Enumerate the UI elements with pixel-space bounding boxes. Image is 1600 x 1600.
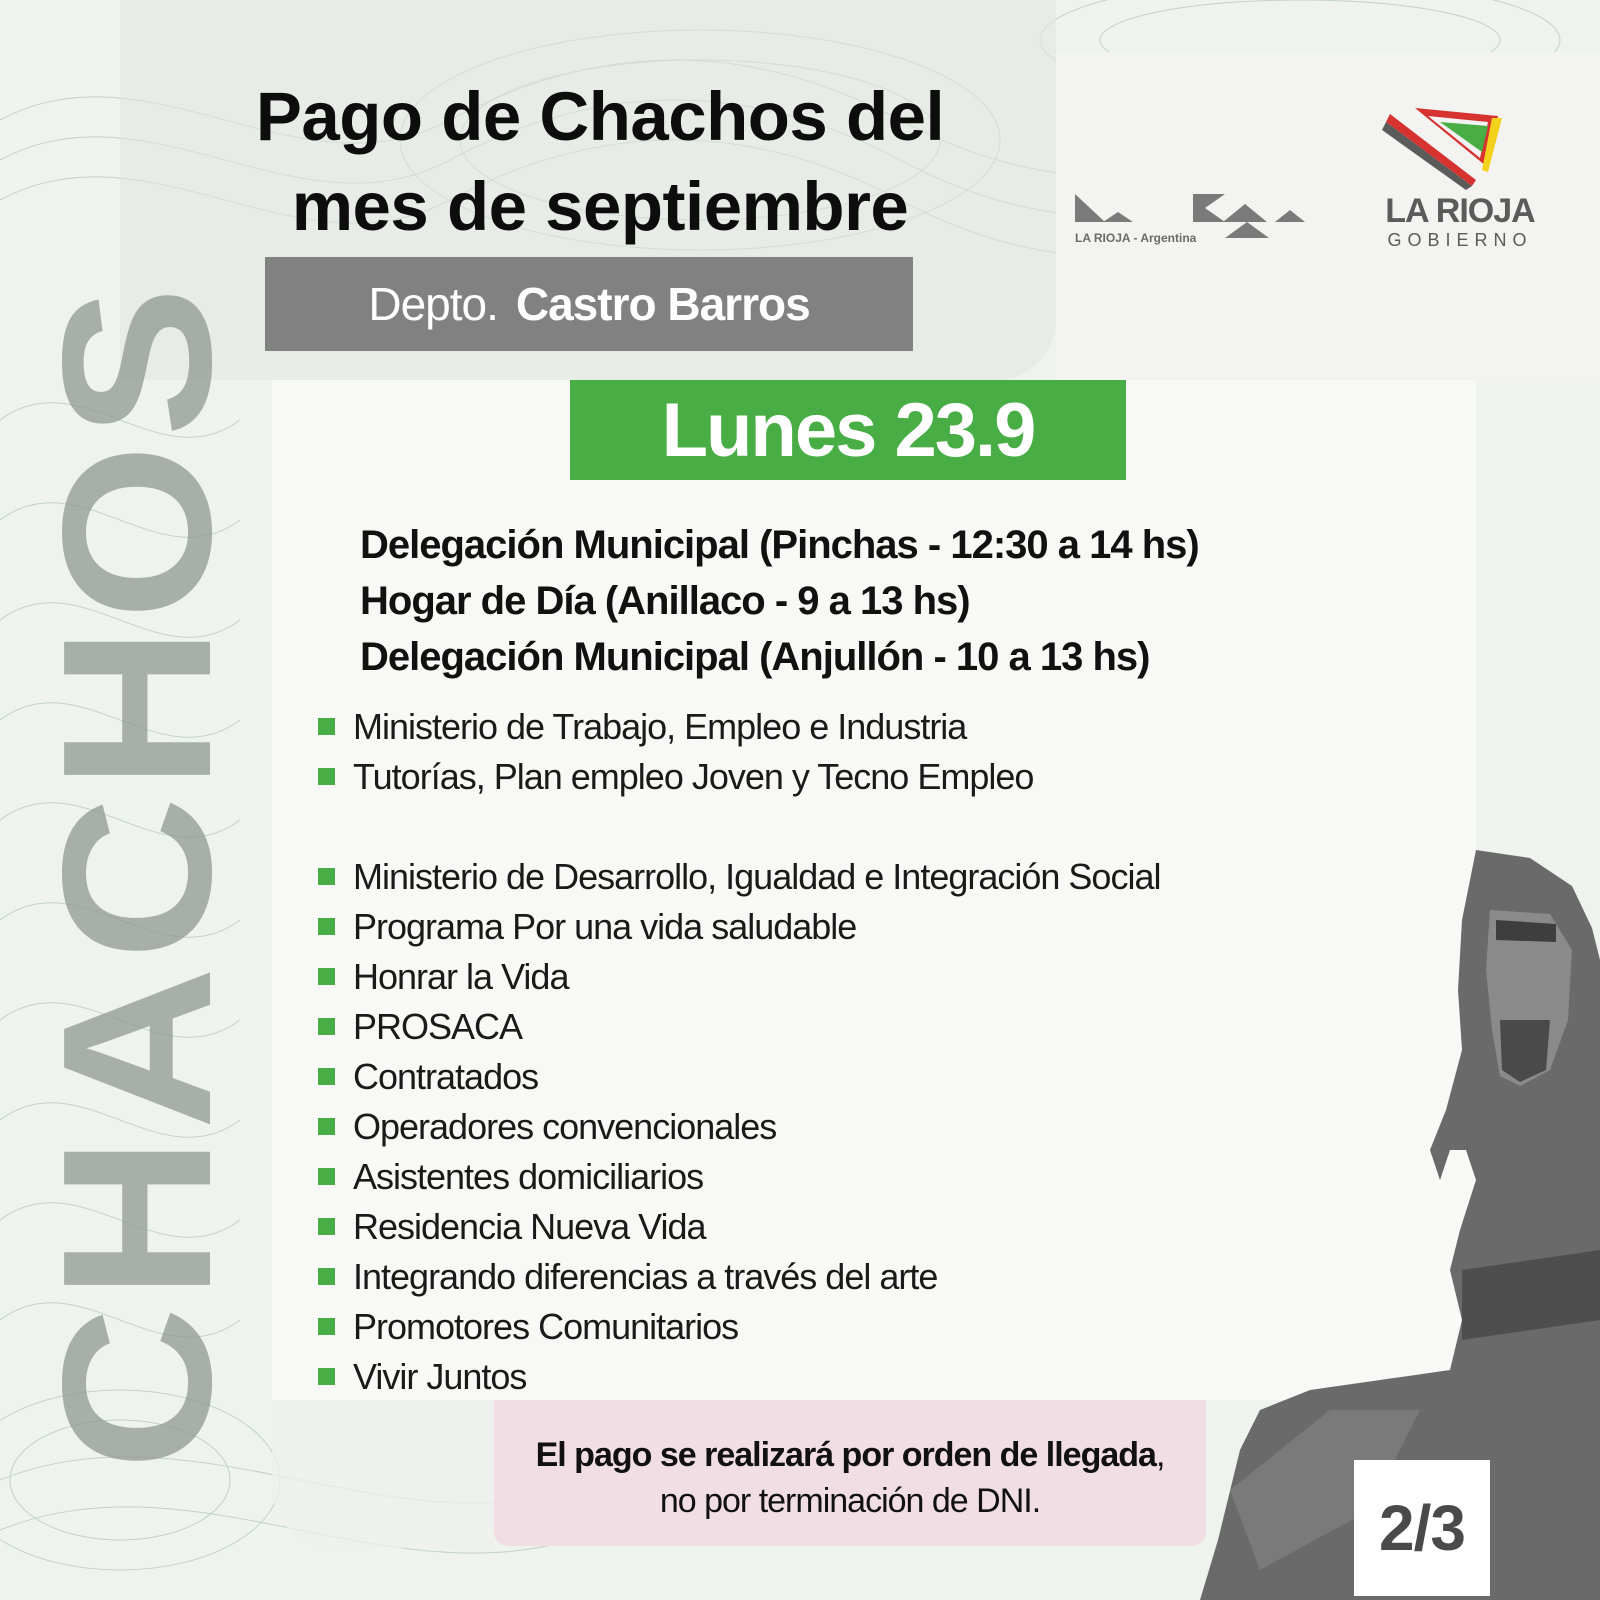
square-bullet-icon bbox=[318, 1318, 335, 1335]
list-item bbox=[318, 952, 1160, 1002]
payment-note bbox=[494, 1400, 1206, 1546]
square-bullet-icon bbox=[318, 918, 335, 935]
square-bullet-icon bbox=[318, 868, 335, 885]
program-label: Ministerio de Trabajo, Empleo e Industria bbox=[353, 706, 967, 747]
list-item bbox=[318, 1002, 1160, 1052]
list-item bbox=[318, 1302, 1160, 1352]
vertical-chachos-text: CHACHOS bbox=[18, 356, 255, 1470]
la-rioja-argentina-logo bbox=[1075, 190, 1305, 252]
list-item bbox=[318, 1052, 1160, 1102]
note-line-2: no por terminación de DNI. bbox=[659, 1482, 1041, 1520]
list-item bbox=[318, 702, 1033, 752]
square-bullet-icon bbox=[318, 1168, 335, 1185]
square-bullet-icon bbox=[318, 1118, 335, 1135]
la-rioja-gobierno-logo bbox=[1360, 100, 1560, 250]
location-item: Delegación Municipal (Pinchas - 12:30 a 14 hs) bbox=[360, 523, 1199, 567]
note-comma: , bbox=[1155, 1436, 1165, 1474]
la-rioja-argentina-caption: LA RIOJA - Argentina bbox=[1075, 231, 1197, 245]
square-bullet-icon bbox=[318, 1018, 335, 1035]
page-title bbox=[150, 72, 1050, 252]
location-list bbox=[360, 517, 1199, 685]
list-item bbox=[318, 752, 1033, 802]
date-banner: Lunes 23.9 bbox=[570, 380, 1126, 480]
program-list-desarrollo bbox=[318, 852, 1160, 1402]
program-label: Residencia Nueva Vida bbox=[353, 1206, 706, 1247]
square-bullet-icon bbox=[318, 1068, 335, 1085]
list-item bbox=[318, 902, 1160, 952]
square-bullet-icon bbox=[318, 718, 335, 735]
list-item bbox=[318, 1352, 1160, 1402]
program-label: Vivir Juntos bbox=[353, 1356, 527, 1397]
bottom-panel bbox=[272, 1400, 494, 1548]
location-item: Hogar de Día (Anillaco - 9 a 13 hs) bbox=[360, 579, 970, 623]
program-list-trabajo bbox=[318, 702, 1033, 802]
title-line-1: Pago de Chachos del bbox=[255, 78, 945, 155]
gobierno-logo-line-2: GOBIERNO bbox=[1387, 230, 1533, 250]
page-indicator: 2/3 bbox=[1354, 1460, 1490, 1596]
list-item bbox=[318, 852, 1160, 902]
title-line-2: mes de septiembre bbox=[291, 168, 909, 245]
department-name: Castro Barros bbox=[515, 278, 810, 330]
location-item: Delegación Municipal (Anjullón - 10 a 13 hs) bbox=[360, 635, 1150, 679]
department-banner bbox=[265, 257, 913, 351]
program-label: Tutorías, Plan empleo Joven y Tecno Empleo bbox=[353, 756, 1034, 797]
program-label: Asistentes domiciliarios bbox=[353, 1156, 704, 1197]
gobierno-logo-line-1: LA RIOJA bbox=[1385, 192, 1535, 230]
program-label: Integrando diferencias a través del arte bbox=[353, 1256, 938, 1297]
program-label: Honrar la Vida bbox=[353, 956, 569, 997]
list-item bbox=[318, 1152, 1160, 1202]
square-bullet-icon bbox=[318, 968, 335, 985]
program-label: Operadores convencionales bbox=[353, 1106, 777, 1147]
square-bullet-icon bbox=[318, 768, 335, 785]
program-label: PROSACA bbox=[353, 1006, 523, 1047]
square-bullet-icon bbox=[318, 1268, 335, 1285]
program-label: Promotores Comunitarios bbox=[353, 1306, 739, 1347]
note-bold-text: El pago se realizará por orden de llegada bbox=[535, 1436, 1156, 1474]
square-bullet-icon bbox=[318, 1368, 335, 1385]
list-item bbox=[318, 1202, 1160, 1252]
list-item bbox=[318, 1252, 1160, 1302]
note-line-1 bbox=[494, 1432, 1206, 1478]
program-label: Ministerio de Desarrollo, Igualdad e Integración Social bbox=[353, 856, 1161, 897]
program-label: Programa Por una vida saludable bbox=[353, 906, 857, 947]
program-label: Contratados bbox=[353, 1056, 539, 1097]
department-prefix: Depto. bbox=[368, 278, 498, 330]
square-bullet-icon bbox=[318, 1218, 335, 1235]
list-item bbox=[318, 1102, 1160, 1152]
